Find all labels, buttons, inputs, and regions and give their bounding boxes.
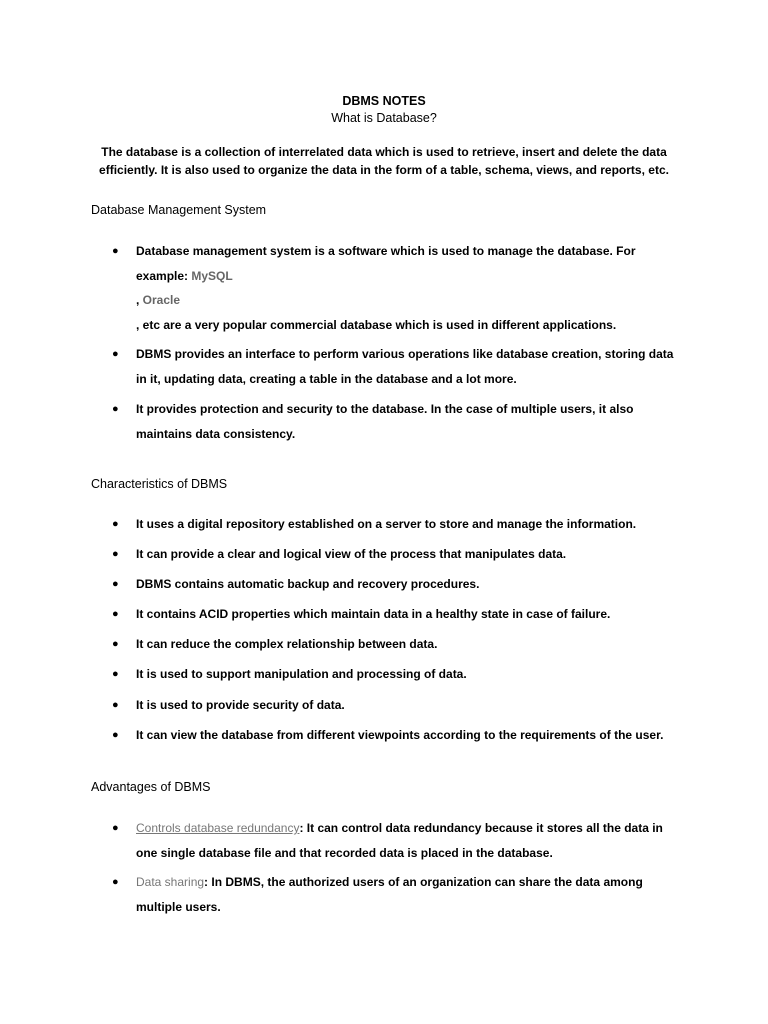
bullet-icon: ● (112, 822, 119, 834)
characteristic-text: It is used to support manipulation and processing of data. (136, 667, 467, 682)
heading-characteristics: Characteristics of DBMS (91, 477, 228, 491)
list-item (90, 572, 680, 597)
heading-advantages: Advantages of DBMS (91, 780, 211, 794)
bullet-icon: ● (112, 518, 119, 530)
characteristic-text: It uses a digital repository established on a server to store and manage the information. (136, 517, 637, 531)
bullet-icon: ● (112, 348, 119, 360)
list-item (90, 693, 680, 718)
list-item (90, 542, 680, 567)
characteristics-bullet-list (90, 512, 680, 753)
mysql-link[interactable]: MySQL (191, 268, 233, 283)
advantage-item1-desc: : It can control data redundancy because it stores all the data in one single database file and that recorded data is placed in the database. (136, 821, 663, 860)
bullet-icon: ● (112, 698, 119, 711)
advantage-item2-desc: : In DBMS, the authorized users of an organization can share the data among multiple users. (136, 875, 643, 914)
bullet-icon: ● (112, 668, 119, 681)
list-item (90, 632, 680, 657)
advantage-item2-text (136, 870, 646, 919)
intro-paragraph: The database is a collection of interrelated data which is used to retrieve, insert and delete the data efficiently. It is also used to organize the data in the form of a table, schema, views, and reports, etc. (99, 145, 669, 177)
bullet-icon: ● (112, 578, 119, 591)
bullet-icon: ● (112, 608, 119, 621)
characteristic-text: It can provide a clear and logical view of the process that manipulates data. (136, 547, 567, 562)
list-item (90, 602, 680, 627)
dbms-section-lines (90, 239, 690, 449)
advantage-item1-text (136, 816, 666, 865)
bullet-icon: ● (112, 728, 119, 741)
bullet-icon: ● (112, 403, 119, 415)
list-item (90, 512, 680, 537)
dbms-item1-sep: , (136, 293, 143, 307)
bullet-icon: ● (112, 548, 119, 561)
characteristic-text: It can reduce the complex relationship between data. (136, 637, 438, 652)
dbms-item1-text (136, 239, 666, 337)
list-item (90, 662, 680, 687)
characteristic-text: It contains ACID properties which maintain data in a healthy state in case of failure. (136, 607, 611, 622)
data-sharing-term: Data sharing (136, 875, 205, 889)
document-title: DBMS NOTES (342, 94, 426, 108)
heading-database-management-system: Database Management System (91, 203, 267, 217)
characteristic-text: It is used to provide security of data. (136, 697, 345, 712)
oracle-link[interactable]: Oracle (142, 293, 181, 307)
dbms-item1-part1: Database management system is a software which is used to manage the database. For example: (136, 244, 636, 283)
characteristic-text: It can view the database from different viewpoints according to the requirements of the user. (136, 727, 664, 742)
list-item (90, 723, 680, 748)
bullet-icon: ● (112, 638, 119, 651)
controls-redundancy-link[interactable]: Controls database redundancy (136, 821, 300, 835)
dbms-item3-text: It provides protection and security to the database. In the case of multiple users, it also maintains data consistency. (136, 402, 634, 441)
characteristic-text: DBMS contains automatic backup and recovery procedures. (136, 577, 480, 592)
dbms-item2-text: DBMS provides an interface to perform various operations like database creation, storing data in it, updating data, creating a table in the database and a lot more. (136, 347, 674, 386)
bullet-icon: ● (112, 876, 119, 888)
dbms-item1-part2: , etc are a very popular commercial database which is used in different applications. (136, 317, 617, 332)
bullet-icon: ● (112, 245, 119, 257)
document-subtitle: What is Database? (331, 111, 437, 125)
